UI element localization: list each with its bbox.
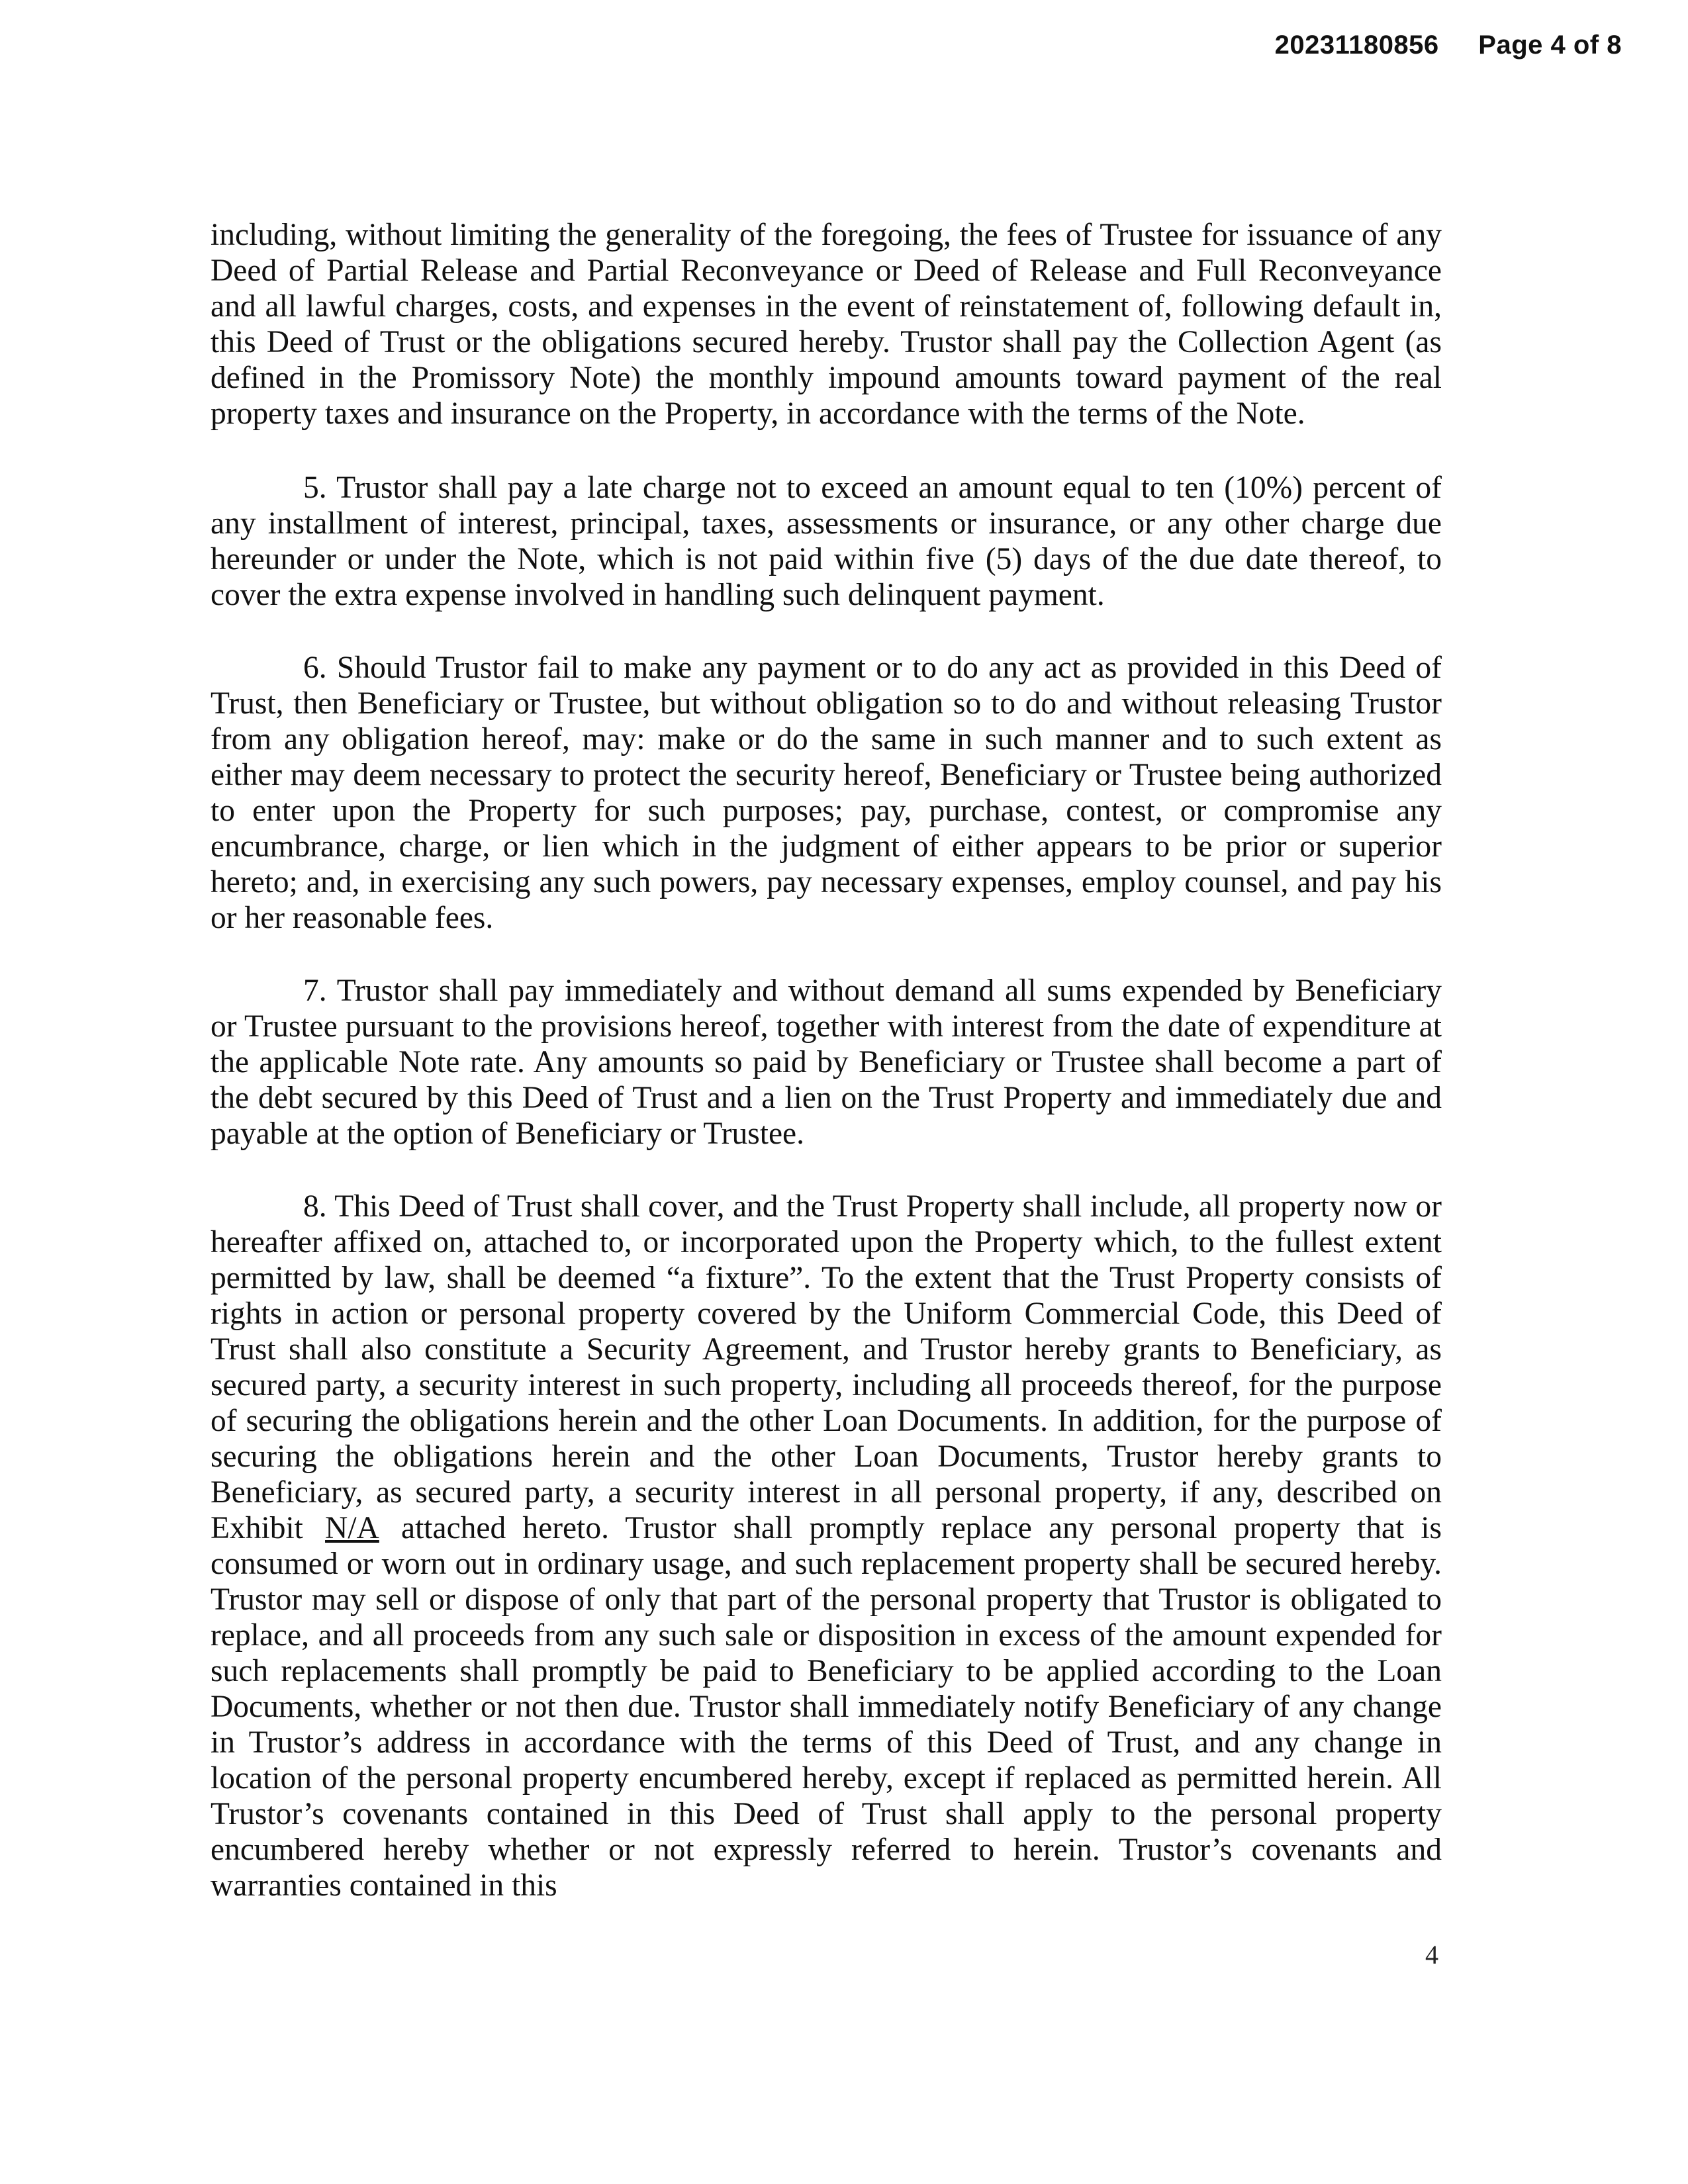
page-number: 4 [1425,1940,1438,1970]
exhibit-blank: N/A [325,1511,379,1545]
paragraph-8-part-a: 8. This Deed of Trust shall cover, and the Trust Property shall include, all property now or hereafter affixed on, attached to, or incorporated upon the Property which, to the fullest extent permitted by law, shall be deemed “a fixture”. To the extent that the Trust Property consists of rights in action or personal property covered by the Uniform Commercial Code, this Deed of Trust shall also constitute a Security Agreement, and Trustor hereby grants to Beneficiary, as secured party, a security interest in such property, including all proceeds thereof, for the purpose of securing the obligations herein and the other Loan Documents. In addition, for the purpose of securing the obligations herein and the other Loan Documents, Trustor hereby grants to Beneficiary, as secured party, a security interest in all personal property, if any, described on Exhibit [211,1189,1442,1545]
document-number: 20231180856 [1274,30,1439,60]
document-body [211,217,1442,1940]
page-count-label: Page 4 of 8 [1478,30,1622,60]
paragraph-continuation: including, without limiting the generality of the foregoing, the fees of Trustee for issuance of any Deed of Partial Release and Partial Reconveyance or Deed of Release and Full Reconveyance and all lawful charges, costs, and expenses in the event of reinstatement of, following default in, this Deed of Trust or the obligations secured hereby. Trustor shall pay the Collection Agent (as defined in the Promissory Note) the monthly impound amounts toward payment of the real property taxes and insurance on the Property, in accordance with the terms of the Note. [211,218,1442,431]
paragraph-5-late-charge: 5. Trustor shall pay a late charge not to exceed an amount equal to ten (10%) percent of any installment of interest, principal, taxes, assessments or insurance, or any other charge due hereunder or under the Note, which is not paid within five (5) days of the due date thereof, to cover the extra expense involved in handling such delinquent payment. [211,471,1442,612]
page-header [1275,30,1622,60]
paragraph-8-fixtures-security [211,1189,1442,1903]
paragraph-6-trustor-failure: 6. Should Trustor fail to make any payment or to do any act as provided in this Deed of Trust, then Beneficiary or Trustee, but without obligation so to do and without releasing Trustor from any obligation hereof, may: make or do the same in such manner and to such extent as either may deem necessary to protect the security hereof, Beneficiary or Trustee being authorized to enter upon the Property for such purposes; pay, purchase, contest, or compromise any encumbrance, charge, or lien which in the judgment of either appears to be prior or superior hereto; and, in exercising any such powers, pay necessary expenses, employ counsel, and pay his or her reasonable fees. [211,651,1442,935]
paragraph-8-part-b: attached hereto. Trustor shall promptly replace any personal property that is consumed or worn out in ordinary usage, and such replacement property shall be secured hereby. Trustor may sell or dispose of only that part of the personal property that Trustor is obligated to replace, and all proceeds from any such sale or disposition in excess of the amount expended for such replacements shall promptly be paid to Beneficiary to be applied according to the Loan Documents, whether or not then due. Trustor shall immediately notify Beneficiary of any change in Trustor’s address in accordance with the terms of this Deed of Trust, and any change in location of the personal property encumbered hereby, except if replaced as permitted herein. All Trustor’s covenants contained in this Deed of Trust shall apply to the personal property encumbered hereby whether or not expressly referred to herein. Trustor’s covenants and warranties contained in this [211,1511,1442,1903]
paragraph-7-sums-expended: 7. Trustor shall pay immediately and without demand all sums expended by Beneficiary or Trustee pursuant to the provisions hereof, together with interest from the date of expenditure at the applicable Note rate. Any amounts so paid by Beneficiary or Trustee shall become a part of the debt secured by this Deed of Trust and a lien on the Trust Property and immediately due and payable at the option of Beneficiary or Trustee. [211,974,1442,1151]
